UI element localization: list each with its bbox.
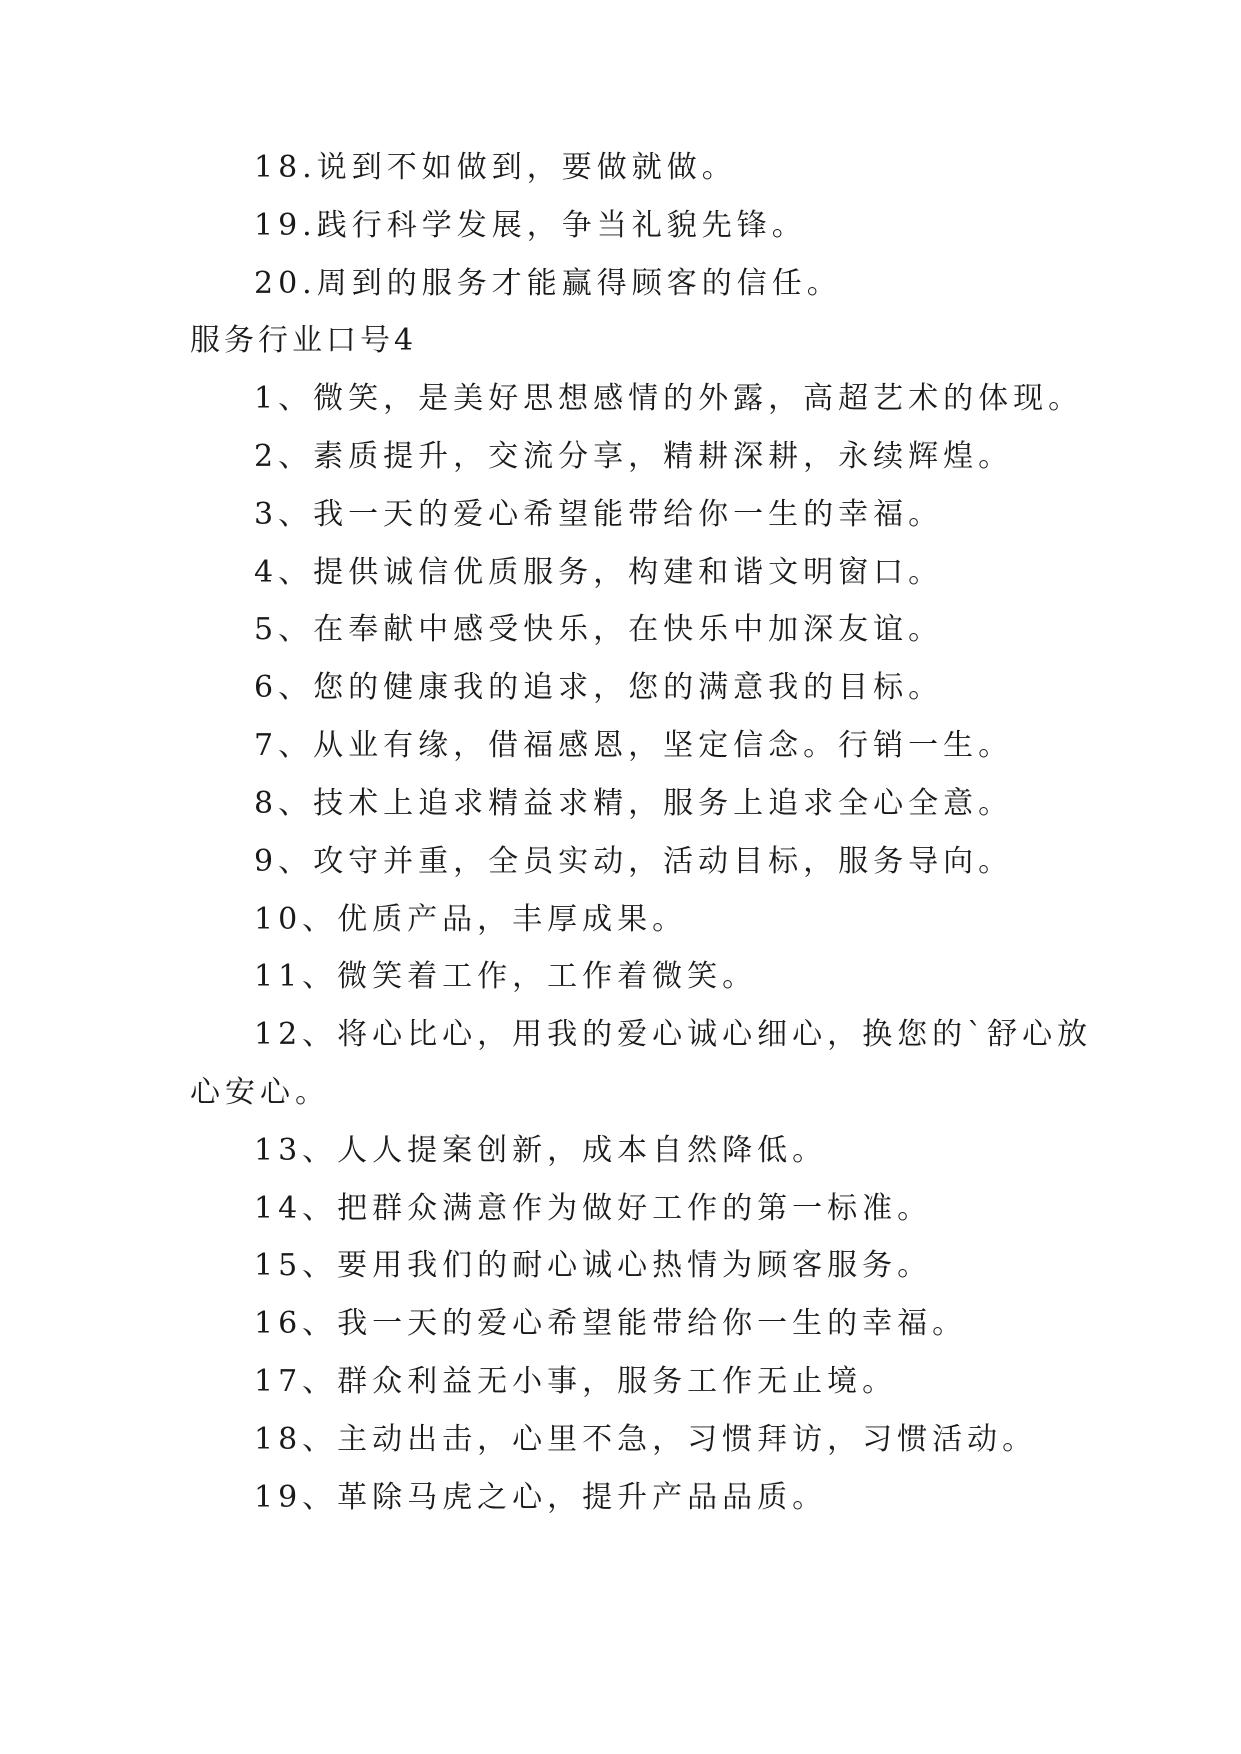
slogan-item-5: 5、在奉献中感受快乐，在快乐中加深友谊。 (254, 612, 944, 647)
slogan-item-10: 10、优质产品，丰厚成果。 (254, 902, 688, 937)
slogan-item-11: 11、微笑着工作，工作着微笑。 (254, 959, 758, 994)
slogan-item-9: 9、攻守并重，全员实动，活动目标，服务导向。 (254, 844, 1014, 879)
slogan-item-3: 3、我一天的爱心希望能带给你一生的幸福。 (254, 497, 944, 532)
slogan-item-1: 1、微笑，是美好思想感情的外露，高超艺术的体现。 (254, 381, 1084, 416)
slogan-item-2: 2、素质提升，交流分享，精耕深耕，永续辉煌。 (254, 439, 1014, 474)
slogan-item-4: 4、提供诚信优质服务，构建和谐文明窗口。 (254, 555, 944, 590)
slogan-line-19: 19.践行科学发展，争当礼貌先锋。 (254, 208, 807, 243)
slogan-line-20: 20.周到的服务才能赢得顾客的信任。 (254, 266, 842, 301)
slogan-item-12: 12、将心比心，用我的爱心诚心细心，换您的`舒心放 (254, 1017, 1093, 1052)
slogan-item-19: 19、革除马虎之心，提升产品品质。 (254, 1480, 828, 1515)
slogan-item-7: 7、从业有缘，借福感恩，坚定信念。行销一生。 (254, 728, 1014, 763)
slogan-item-12-continuation: 心安心。 (190, 1075, 330, 1110)
slogan-item-15: 15、要用我们的耐心诚心热情为顾客服务。 (254, 1248, 933, 1283)
slogan-item-18: 18、主动出击，心里不急，习惯拜访，习惯活动。 (254, 1422, 1038, 1457)
slogan-item-16: 16、我一天的爱心希望能带给你一生的幸福。 (254, 1306, 968, 1341)
slogan-item-6: 6、您的健康我的追求，您的满意我的目标。 (254, 670, 944, 705)
slogan-item-17: 17、群众利益无小事，服务工作无止境。 (254, 1364, 898, 1399)
section-heading: 服务行业口号4 (190, 323, 418, 358)
slogan-line-18: 18.说到不如做到，要做就做。 (254, 150, 737, 185)
slogan-item-8: 8、技术上追求精益求精，服务上追求全心全意。 (254, 786, 1014, 821)
slogan-item-13: 13、人人提案创新，成本自然降低。 (254, 1133, 828, 1168)
slogan-item-14: 14、把群众满意作为做好工作的第一标准。 (254, 1191, 933, 1226)
